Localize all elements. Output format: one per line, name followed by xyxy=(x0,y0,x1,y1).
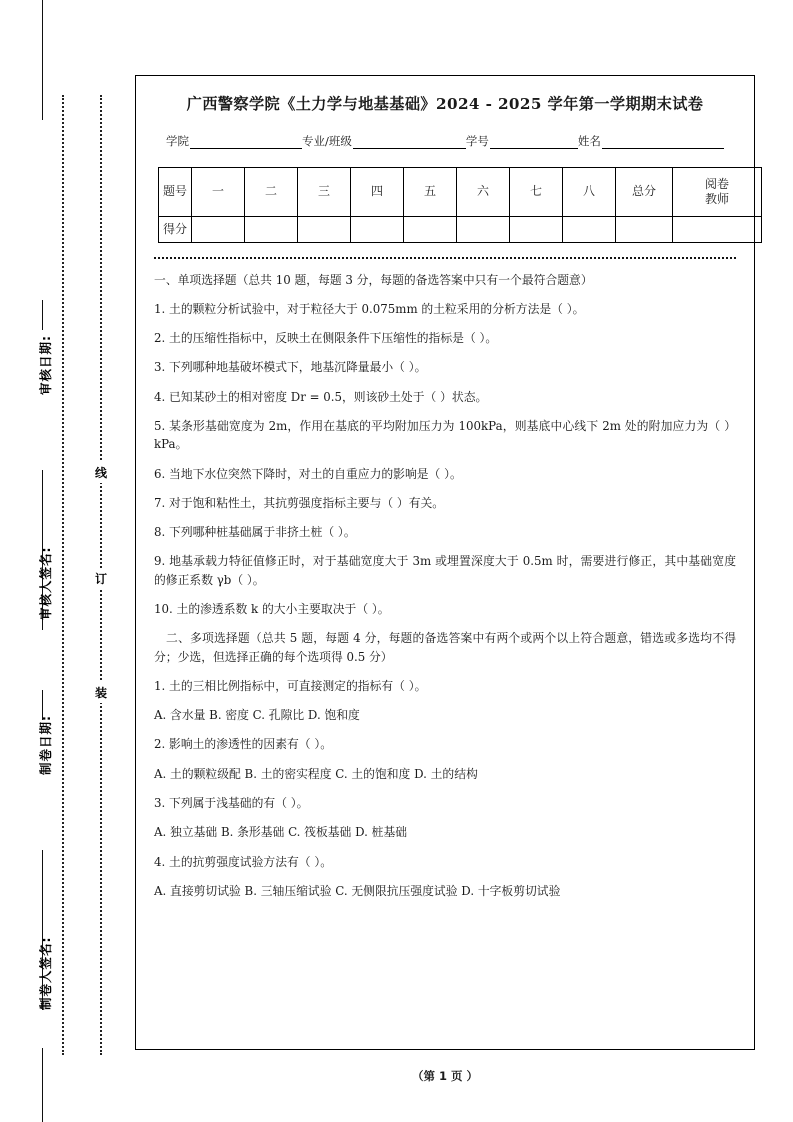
margin-rule-bottom xyxy=(42,1048,43,1122)
question-text: 下列属于浅基础的有（ ）。 xyxy=(169,795,309,810)
question-text: 土的压缩性指标中，反映土在侧限条件下压缩性的指标是（ ）。 xyxy=(169,331,498,346)
question-number: 3. xyxy=(154,360,166,375)
question-single-7 xyxy=(154,494,736,512)
question-text: 对于饱和粘性土，其抗剪强度指标主要与（ ）有关。 xyxy=(169,495,445,510)
table-header-question-no xyxy=(159,167,192,216)
table-header-col-3: 三 xyxy=(298,167,351,216)
question-single-4 xyxy=(154,388,736,406)
vertical-label-producer-signature: 制卷人签名: xyxy=(38,936,53,1010)
question-multi-3 xyxy=(154,794,736,812)
page-indicator: （第 1 页 ） xyxy=(411,1069,478,1083)
table-row-question-numbers xyxy=(159,167,762,216)
exam-content xyxy=(152,271,738,900)
table-header-total: 总分 xyxy=(616,167,673,216)
info-label-college: 学院 xyxy=(166,133,189,148)
options-multi-1: A. 含水量 B. 密度 C. 孔隙比 D. 饱和度 xyxy=(154,708,360,723)
question-number: 2. xyxy=(154,331,166,346)
question-single-1 xyxy=(154,300,736,318)
table-header-col-2: 二 xyxy=(245,167,298,216)
info-blank-college[interactable] xyxy=(190,135,302,149)
question-number: 1. xyxy=(154,678,166,693)
label-題: 题号 xyxy=(162,184,187,199)
question-text: 土的颗粒分析试验中，对于粒径大于 0.075mm 的土粒采用的分析方法是（ ）。 xyxy=(169,301,585,316)
question-text: 土的抗剪强度试验方法有（ ）。 xyxy=(169,854,333,869)
score-cell-3[interactable] xyxy=(298,216,351,242)
question-number: 3. xyxy=(154,795,166,810)
question-number: 2. xyxy=(154,737,166,752)
question-single-5 xyxy=(154,417,736,454)
score-cell-total[interactable] xyxy=(616,216,673,242)
info-label-student-id: 学号 xyxy=(465,133,489,148)
question-text: 下列哪种地基破坏模式下，地基沉降量最小（ ）。 xyxy=(169,360,427,375)
dotted-char-xian: 线 xyxy=(92,462,110,483)
score-cell-5[interactable] xyxy=(404,216,457,242)
score-cell-7[interactable] xyxy=(510,216,563,242)
question-number: 9. xyxy=(154,554,166,569)
question-single-6 xyxy=(154,465,736,483)
question-number: 7. xyxy=(154,495,166,510)
question-multi-1 xyxy=(154,677,736,695)
table-header-col-4: 四 xyxy=(351,167,404,216)
grading-teacher-line2: 教师 xyxy=(704,191,729,206)
options-multi-4: A. 直接剪切试验 B. 三轴压缩试验 C. 无侧限抗压强度试验 D. 十字板剪切试验 xyxy=(154,883,561,898)
question-single-2 xyxy=(154,329,736,347)
dotted-line-outer xyxy=(62,95,64,1055)
page-footer xyxy=(135,1068,755,1084)
section-heading-single-choice: 一、单项选择题（总共 10 题，每题 3 分，每题的备选答案中只有一个最符合题意） xyxy=(154,272,593,287)
question-text: 土的渗透系数 k 的大小主要取决于（ ）。 xyxy=(176,602,390,616)
score-cell-6[interactable] xyxy=(457,216,510,242)
question-text: 影响土的渗透性的因素有（ ）。 xyxy=(169,737,333,752)
table-header-col-1: 一 xyxy=(192,167,245,216)
question-multi-2 xyxy=(154,735,736,753)
question-text: 土的三相比例指标中，可直接测定的指标有（ ）。 xyxy=(169,678,427,693)
options-multi-3: A. 独立基础 B. 条形基础 C. 筏板基础 D. 桩基础 xyxy=(154,825,408,840)
score-cell-2[interactable] xyxy=(245,216,298,242)
score-cell-1[interactable] xyxy=(192,216,245,242)
score-cell-teacher[interactable] xyxy=(673,216,762,242)
dotted-char-zhuang: 装 xyxy=(92,682,110,703)
table-header-score: 得分 xyxy=(159,216,192,242)
question-single-10 xyxy=(154,600,736,618)
question-number: 4. xyxy=(154,854,166,869)
dotted-char-ding: 订 xyxy=(92,568,110,589)
table-row-scores xyxy=(159,216,762,242)
question-single-3 xyxy=(154,358,736,376)
question-number: 4. xyxy=(154,389,166,404)
grading-teacher-line1: 阅卷 xyxy=(704,176,729,191)
binding-margin xyxy=(0,0,130,1122)
question-number: 6. xyxy=(154,466,166,481)
dotted-separator xyxy=(154,257,736,259)
info-label-name: 姓名 xyxy=(577,133,601,148)
vertical-label-review-date: 审核日期: xyxy=(38,335,53,395)
question-single-9 xyxy=(154,552,736,589)
question-text: 地基承载力特征值修正时，对于基础宽度大于 3m 或埋置深度大于 0.5m 时，需要进行修正，其中基础宽度的修正系数 γb（ ）。 xyxy=(154,554,736,587)
score-cell-8[interactable] xyxy=(563,216,616,242)
margin-rule-1 xyxy=(42,300,43,330)
section-heading-multi-choice: 二、多项选择题（总共 5 题，每题 4 分，每题的备选答案中有两个或两个以上符合题意，错选或多选均不得分；少选，但选择正确的每个选项得 0.5 分） xyxy=(154,631,736,664)
question-multi-4 xyxy=(154,853,736,871)
table-header-col-7: 七 xyxy=(510,167,563,216)
page-title: 广西警察学院《土力学与地基基础》2024 - 2025 学年第一学期期末试卷 xyxy=(186,95,704,113)
question-single-8 xyxy=(154,523,736,541)
info-blank-name[interactable] xyxy=(602,135,724,149)
table-header-col-5: 五 xyxy=(404,167,457,216)
table-header-col-6: 六 xyxy=(457,167,510,216)
question-number: 10. xyxy=(154,602,173,616)
info-blank-major-class[interactable] xyxy=(353,135,466,149)
question-number: 8. xyxy=(154,525,166,540)
table-header-col-8: 八 xyxy=(563,167,616,216)
vertical-label-produce-date: 制卷日期: xyxy=(38,715,53,775)
question-number: 1. xyxy=(154,301,166,316)
info-label-major-class: 专业/班级 xyxy=(302,133,352,148)
score-table xyxy=(158,167,762,243)
exam-page-frame xyxy=(135,75,755,1050)
vertical-label-reviewer-signature: 审核人签名: xyxy=(38,546,53,620)
question-text: 下列哪种桩基础属于非挤土桩（ ）。 xyxy=(169,525,356,540)
student-info-line xyxy=(152,133,738,149)
options-multi-2: A. 土的颗粒级配 B. 土的密实程度 C. 土的饱和度 D. 土的结构 xyxy=(154,766,478,781)
question-text: 已知某砂土的相对密度 Dr = 0.5，则该砂土处于（ ）状态。 xyxy=(169,389,488,404)
margin-rule-top xyxy=(42,0,43,120)
score-cell-4[interactable] xyxy=(351,216,404,242)
table-header-grading-teacher xyxy=(673,167,762,216)
info-blank-student-id[interactable] xyxy=(490,135,578,149)
question-text: 某条形基础宽度为 2m，作用在基底的平均附加压力为 100kPa，则基底中心线下 2m 处的附加应力为（ ）kPa。 xyxy=(154,419,737,452)
question-text: 当地下水位突然下降时，对土的自重应力的影响是（ ）。 xyxy=(169,466,462,481)
question-number: 5. xyxy=(154,419,166,434)
